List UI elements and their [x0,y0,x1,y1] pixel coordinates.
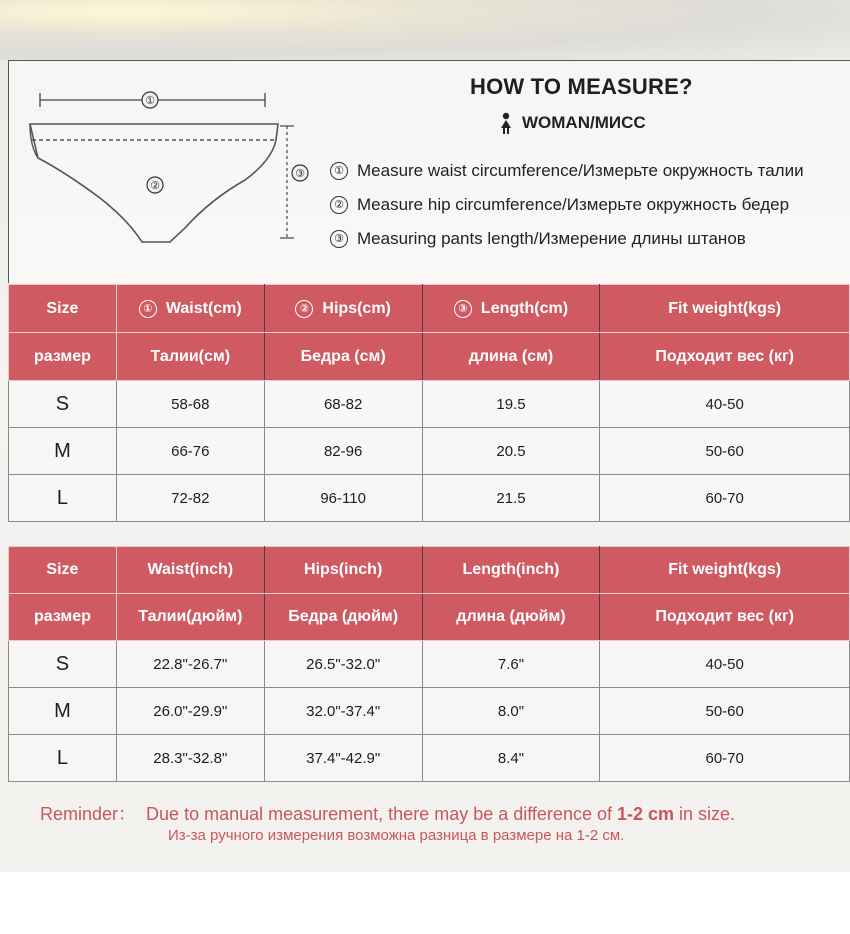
header-cell: Подходит вес (кг) [600,333,850,381]
table-cell: 60-70 [600,475,850,522]
top-background [0,0,850,60]
header-cell: размер [9,333,117,381]
reminder-text-end: in size. [674,804,736,824]
table-cell: 72-82 [116,475,264,522]
reminder-emphasis: 1-2 cm [616,804,675,824]
table-row [9,475,850,522]
reminder-text: Due to manual measurement, there may be a difference of [146,804,617,824]
size-cell: L [9,735,117,782]
table-cell: 82-96 [264,428,422,475]
header-cell: Hips(inch) [264,547,422,594]
step-number: ③ [330,230,348,248]
table-row [9,735,850,782]
size-cell: S [9,641,117,688]
gender-row [498,112,646,134]
step-item [330,222,804,256]
table-header-row-ru [9,594,850,641]
step-text: Measure waist circumference/Измерьте окружность талии [357,161,804,180]
table-cell: 96-110 [264,475,422,522]
table-cell: 40-50 [600,381,850,428]
size-table-cm [8,284,850,522]
table-row [9,688,850,735]
header-cell: Size [9,285,117,333]
header-label: Waist(cm) [165,299,242,317]
step-text: Measure hip circumference/Измерьте окружность бедер [357,195,790,214]
table-cell: 28.3"-32.8" [116,735,264,782]
table-row [9,428,850,475]
header-cell [422,285,600,333]
table-cell: 20.5 [422,428,600,475]
table-cell: 40-50 [600,641,850,688]
table-cell: 37.4"-42.9" [264,735,422,782]
table-cell: 32.0"-37.4" [264,688,422,735]
table-cell: 21.5 [422,475,600,522]
table-header-row [9,547,850,594]
header-number: ① [139,300,157,318]
size-cell: M [9,688,117,735]
header-cell: длина (см) [422,333,600,381]
table-cell: 60-70 [600,735,850,782]
table-header-row-ru [9,333,850,381]
header-cell: Fit weight(kgs) [600,285,850,333]
step-number: ② [330,196,348,214]
header-cell: Подходит вес (кг) [600,594,850,641]
table-row [9,641,850,688]
table-cell: 68-82 [264,381,422,428]
table-row [9,381,850,428]
header-cell: Length(inch) [422,547,600,594]
header-cell [116,285,264,333]
step-item [330,188,804,222]
step-text: Measuring pants length/Измерение длины штанов [357,229,746,248]
reminder-ru: Из-за ручного измерения возможна разница в размере на 1-2 см. [168,827,625,844]
header-number: ③ [454,300,472,318]
size-cell: M [9,428,117,475]
gender-label: WOMAN/МИСС [522,113,646,132]
table-cell: 22.8"-26.7" [116,641,264,688]
header-number: ② [295,300,313,318]
size-cell: S [9,381,117,428]
table-cell: 50-60 [600,688,850,735]
header-cell: Талии(дюйм) [116,594,264,641]
header-cell [264,285,422,333]
bottom-whitespace [0,872,850,934]
reminder-line [40,800,735,826]
header-cell: Талии(см) [116,333,264,381]
steps-list [330,154,804,256]
header-cell: Бедра (см) [264,333,422,381]
header-cell: длина (дюйм) [422,594,600,641]
size-table-inch [8,546,850,782]
table-cell: 50-60 [600,428,850,475]
header-label: Hips(cm) [322,299,391,317]
header-cell: Waist(inch) [116,547,264,594]
step-item [330,154,804,188]
table-cell: 8.0" [422,688,600,735]
table-cell: 7.6" [422,641,600,688]
page-title: HOW TO MEASURE? [470,74,693,99]
header-cell: Size [9,547,117,594]
header-cell: размер [9,594,117,641]
table-cell: 58-68 [116,381,264,428]
header-cell: Бедра (дюйм) [264,594,422,641]
table-cell: 19.5 [422,381,600,428]
woman-icon [498,112,514,134]
table-cell: 8.4" [422,735,600,782]
header-cell: Fit weight(kgs) [600,547,850,594]
header-label: Length(cm) [480,299,569,317]
reminder-label: Reminder： [40,804,137,824]
table-header-row [9,285,850,333]
panties-diagram [10,60,330,280]
diagram-mark-3: ③ [295,167,305,180]
diagram-mark-1: ① [145,94,155,107]
size-cell: L [9,475,117,522]
diagram-mark-2: ② [150,179,160,192]
step-number: ① [330,162,348,180]
table-cell: 66-76 [116,428,264,475]
table-cell: 26.5"-32.0" [264,641,422,688]
table-cell: 26.0"-29.9" [116,688,264,735]
